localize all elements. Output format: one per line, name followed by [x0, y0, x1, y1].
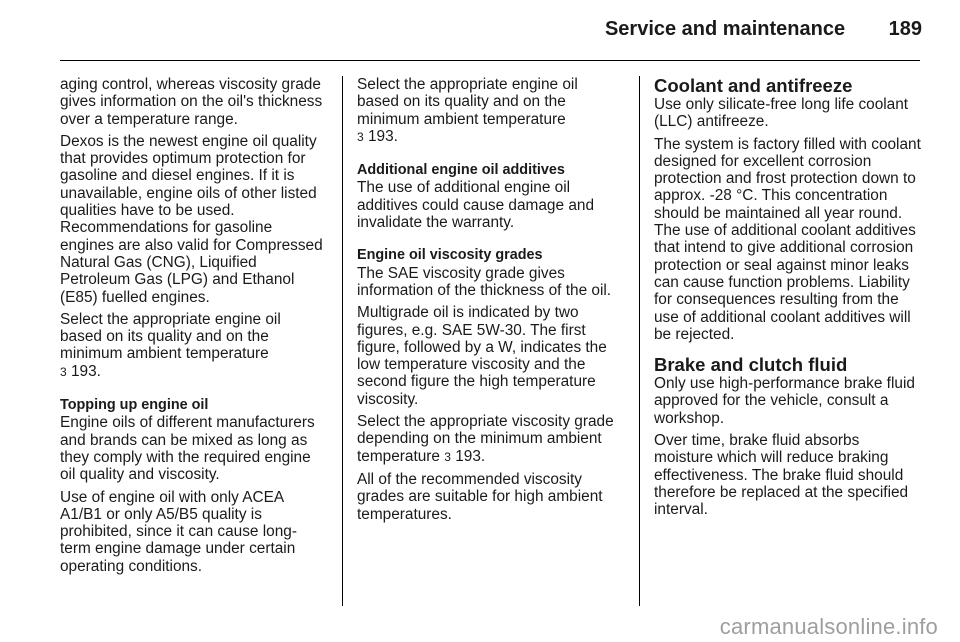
paragraph: The SAE viscosity grade gives information of the thickness of the oil. — [357, 264, 612, 299]
paragraph: Multigrade oil is indicated by two figures, e.g. SAE 5W-30. The first figure, followed by a W, indicates the low temperature viscosity and the second figure the high temperature viscosity. — [357, 304, 607, 408]
reference-arrow-icon: 3 — [357, 129, 364, 144]
paragraph: The system is factory filled with coolant designed for excellent corrosion protection and frost protection down to approx. -28 °C. This concentration should be maintained all year round. The use of additional coolant additives that intend to give additional corrosion protection or seal against minor leaks can cause function problems. Liability for consequences resulting from the use of additional coolant additives will be rejected. — [654, 135, 921, 343]
page-number: 189 — [888, 18, 922, 40]
paragraph-text: Select the appropriate engine oil based on its quality and on the minimum ambient temperature — [60, 310, 281, 363]
subheading: Additional engine oil additives — [357, 162, 565, 179]
paragraph: All of the recommended viscosity grades are suitable for high ambient temperatures. — [357, 470, 603, 523]
section-heading: Brake and clutch fluid — [654, 354, 848, 376]
column-3 — [654, 76, 922, 524]
paragraph: Dexos is the newest engine oil quality that provides optimum protection for gasoline and diesel engines. If it is unavailable, engine oils of other listed qualities have to be used. Recommendations for gasoline engines are also valid for Compressed Natural Gas (CNG), Liquified Petroleum Gas (LPG) and Ethanol (E85) fuelled engines. — [60, 132, 323, 306]
paragraph: Only use high-performance brake fluid approved for the vehicle, consult a workshop. — [654, 375, 915, 427]
paragraph: Use only silicate-free long life coolant (LLC) antifreeze. — [654, 96, 909, 131]
column-divider — [342, 76, 343, 606]
reference-arrow-icon: 3 — [444, 449, 451, 464]
paragraph: The use of additional engine oil additives could cause damage and invalidate the warranty. — [357, 179, 595, 232]
paragraph — [357, 413, 623, 466]
paragraph: aging control, whereas viscosity grade gives information on the oil's thickness over a temperature range. — [60, 76, 323, 128]
paragraph — [357, 76, 623, 146]
reference-arrow-icon: 3 — [60, 364, 67, 379]
page-reference[interactable]: 193. — [70, 362, 101, 380]
subheading: Topping up engine oil — [60, 397, 209, 414]
subheading: Engine oil viscosity grades — [357, 247, 543, 264]
column-1 — [60, 76, 324, 580]
column-2 — [357, 76, 623, 528]
page-reference[interactable]: 193. — [367, 127, 398, 145]
header-rule — [60, 60, 920, 61]
paragraph: Use of engine oil with only ACEA A1/B1 or only A5/B5 quality is prohibited, since it can cause long-term engine damage under certain operating conditions. — [60, 488, 297, 575]
page-reference[interactable]: 193. — [455, 447, 486, 465]
section-heading: Coolant and antifreeze — [654, 75, 853, 96]
paragraph: Engine oils of different manufacturers and brands can be mixed as long as they comply with the required engine oil quality and viscosity. — [60, 414, 315, 484]
section-title: Service and maintenance — [604, 18, 846, 40]
paragraph — [60, 311, 324, 381]
paragraph-text: Select the appropriate engine oil based on its quality and on the minimum ambient temperature — [357, 76, 578, 128]
paragraph: Over time, brake fluid absorbs moisture which will reduce braking effectiveness. The brake fluid should therefore be replaced at the specified interval. — [654, 432, 909, 519]
watermark: carmanualsonline.info — [719, 614, 938, 639]
paragraph-text: Select the appropriate viscosity grade depending on the minimum ambient temperature — [357, 413, 614, 465]
page-header — [605, 18, 922, 41]
column-divider — [639, 76, 640, 606]
